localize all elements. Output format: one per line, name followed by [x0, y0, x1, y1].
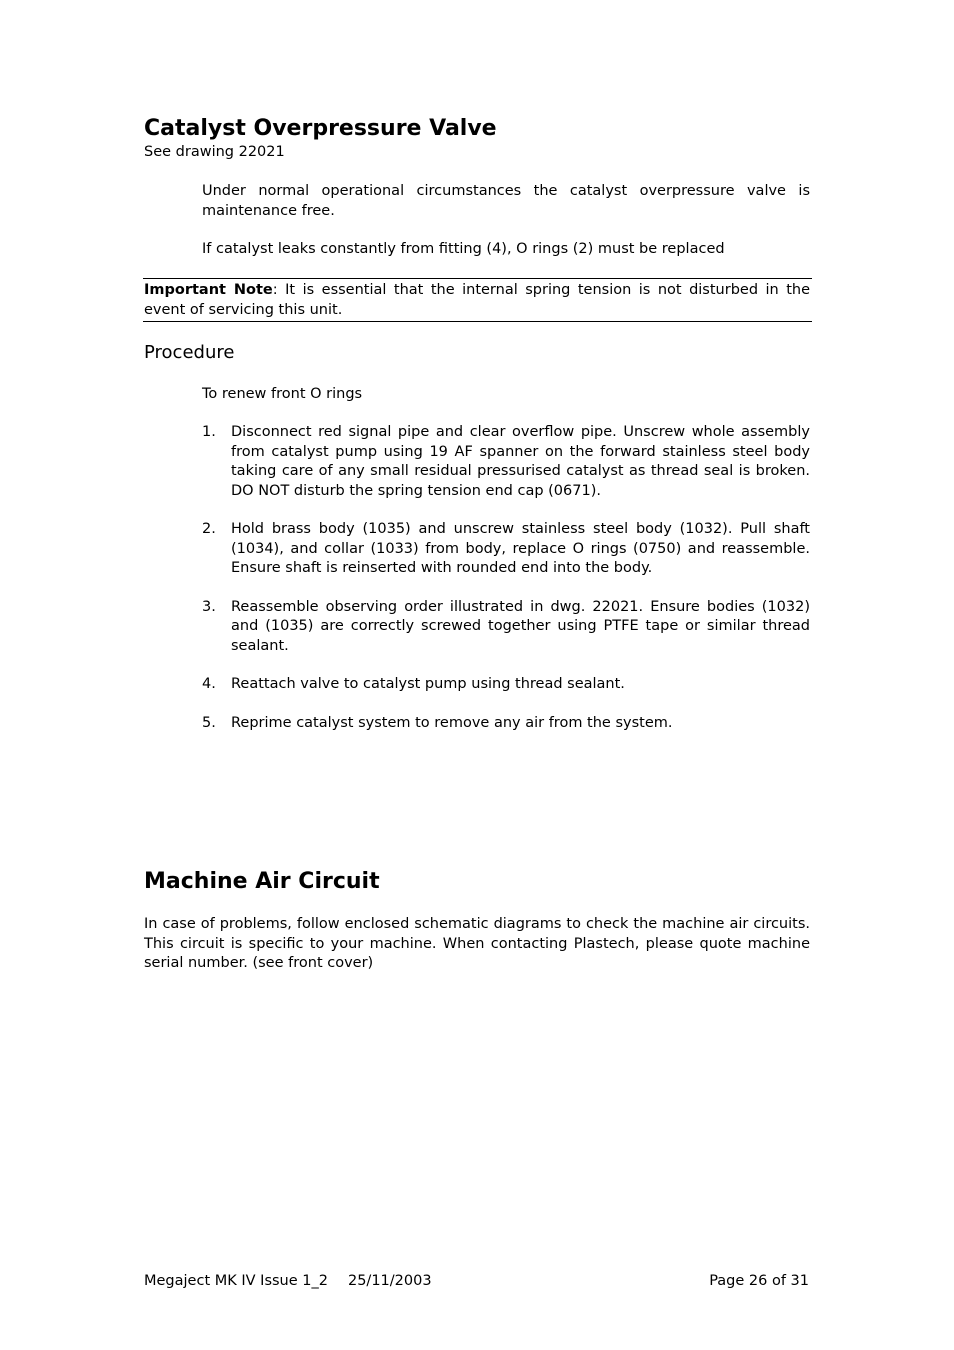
footer-doc-name: Megaject MK IV Issue 1_2: [144, 1273, 328, 1289]
procedure-step: [202, 675, 810, 695]
procedure-intro: To renew front O rings: [202, 386, 363, 402]
step-number: 1.: [202, 424, 216, 440]
air-circuit-paragraph: In case of problems, follow enclosed schematic diagrams to check the machine air circuits. This circuit is specific to your machine. When contacting Plastech, please quote machine serial number. (see front cover): [144, 916, 810, 971]
step-number: 4.: [202, 676, 216, 692]
leak-paragraph: If catalyst leaks constantly from fitting (4), O rings (2) must be replaced: [202, 241, 725, 257]
important-note-label: Important Note: [144, 282, 273, 298]
section-title-catalyst-valve: Catalyst Overpressure Valve: [144, 116, 497, 141]
footer-document-info: [144, 1272, 432, 1292]
procedure-step: [202, 423, 810, 501]
procedure-step: [202, 714, 810, 734]
step-text: Disconnect red signal pipe and clear overflow pipe. Unscrew whole assembly from catalyst pump using 19 AF spanner on the forward stainless steel body taking care of any small residual pressurised catalyst as thread seal is broken. DO NOT disturb the spring tension end cap (0671).: [231, 424, 810, 499]
step-number: 2.: [202, 521, 216, 537]
step-text: Reattach valve to catalyst pump using thread sealant.: [231, 676, 625, 692]
procedure-heading: Procedure: [144, 342, 235, 363]
maintenance-paragraph: Under normal operational circumstances the catalyst overpressure valve is maintenance free.: [202, 183, 810, 219]
procedure-step: [202, 520, 810, 579]
step-text: Reassemble observing order illustrated in dwg. 22021. Ensure bodies (1032) and (1035) are correctly screwed together using PTFE tape or similar thread sealant.: [231, 598, 810, 654]
step-number: 5.: [202, 714, 216, 731]
important-note-box: [143, 278, 812, 322]
footer-date: 25/11/2003: [347, 1273, 432, 1289]
important-note-text: : It is essential that the internal spring tension is not disturbed in the event of servicing this unit.: [144, 282, 811, 318]
footer-page-number: Page 26 of 31: [709, 1273, 809, 1289]
step-text: Reprime catalyst system to remove any air from the system.: [231, 714, 673, 731]
section-title-air-circuit: Machine Air Circuit: [144, 869, 380, 894]
step-number: 3.: [202, 598, 216, 615]
step-text: Hold brass body (1035) and unscrew stainless steel body (1032). Pull shaft (1034), and collar (1033) from body, replace O rings (0750) and reassemble. Ensure shaft is reinserted with rounded end into the body.: [231, 521, 810, 576]
procedure-steps: [202, 423, 810, 752]
drawing-reference: See drawing 22021: [144, 144, 285, 160]
procedure-step: [202, 598, 810, 657]
